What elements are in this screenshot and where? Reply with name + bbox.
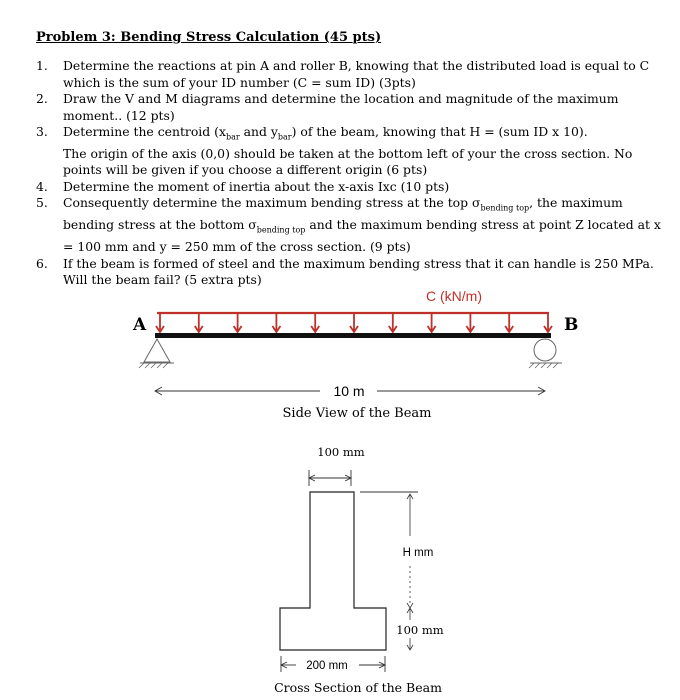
load-arrow — [195, 313, 203, 332]
load-arrow — [466, 313, 474, 332]
question-item — [30, 179, 665, 196]
item-text: Determine the moment of inertia about the x-axis Ixc (10 pts) — [63, 178, 450, 194]
question-list — [30, 58, 665, 289]
section-caption: Cross Section of the Beam — [274, 680, 442, 695]
load-label: C (kN/m) — [426, 288, 482, 304]
item-number: 3. — [36, 124, 48, 139]
load-arrow — [272, 313, 280, 332]
item-text-part: , the maximum bending stress at the bottom σ — [63, 195, 623, 233]
top-width-dimension — [309, 470, 351, 486]
load-arrow — [156, 313, 164, 332]
pin-support — [139, 339, 174, 368]
item-text — [63, 195, 665, 255]
subscript: bar — [277, 132, 292, 142]
item-number: 6. — [36, 255, 48, 271]
load-arrow — [428, 313, 436, 332]
question-item — [30, 195, 665, 255]
load-arrows — [156, 313, 552, 332]
load-arrow — [389, 313, 397, 332]
span-label: 10 m — [333, 383, 365, 399]
load-arrow — [350, 313, 358, 332]
subscript: bar — [225, 132, 240, 142]
flange-height-label: 100 mm — [396, 623, 444, 637]
item-text: Draw the V and M diagrams and determine the location and magnitude of the maximum moment.. (12 pts) — [63, 91, 619, 123]
load-arrow — [234, 313, 242, 332]
problem-title: Problem 3: Bending Stress Calculation (45 pts) — [36, 30, 382, 45]
item-number: 1. — [36, 58, 48, 73]
item-text-part: Determine the centroid (x — [63, 124, 226, 139]
item-text — [63, 124, 665, 179]
top-width-label: 100 mm — [317, 445, 365, 459]
item-text: If the beam is formed of steel and the maximum bending stress that it can handle is 250 MPa. Will the beam fail? (5 extra pts) — [63, 255, 654, 288]
item-text: Determine the reactions at pin A and roller B, knowing that the distributed load is equal to C which is the sum of your ID number (C = sum ID) (3pts) — [63, 58, 650, 90]
item-number: 5. — [36, 195, 48, 211]
roller-support — [529, 339, 562, 368]
load-arrow — [544, 313, 552, 332]
question-item — [30, 124, 665, 179]
item-number: 2. — [36, 91, 48, 106]
figure-canvas — [0, 280, 680, 700]
item-text-part: and the maximum bending stress at point Z located at x = 100 mm and y = 250 mm of the cross section. (9 pts) — [63, 217, 661, 255]
bottom-width-label: 200 mm — [306, 660, 348, 672]
cross-section-shape — [280, 492, 386, 650]
label-b: B — [564, 315, 579, 335]
item-number: 4. — [36, 178, 48, 194]
subscript: bending top — [480, 203, 530, 213]
beam-caption: Side View of the Beam — [282, 406, 432, 421]
question-item — [30, 91, 665, 124]
question-item — [30, 58, 665, 91]
item-text-part: and y — [239, 124, 278, 139]
item-text-part: The origin of the axis (0,0) should be taken at the bottom left of your the cross section. No points will be given if you choose a different origin (6 pts) — [63, 145, 633, 178]
item-text-part: Consequently determine the maximum bending stress at the top σ — [63, 195, 481, 211]
load-arrow — [505, 313, 513, 332]
label-a: A — [133, 315, 147, 335]
beam-body — [155, 333, 551, 338]
item-text-part: ) of the beam, knowing that H = (sum ID x 10). — [291, 124, 588, 139]
height-label: H mm — [402, 547, 434, 559]
load-arrow — [311, 313, 319, 332]
subscript: bending top — [256, 225, 306, 235]
